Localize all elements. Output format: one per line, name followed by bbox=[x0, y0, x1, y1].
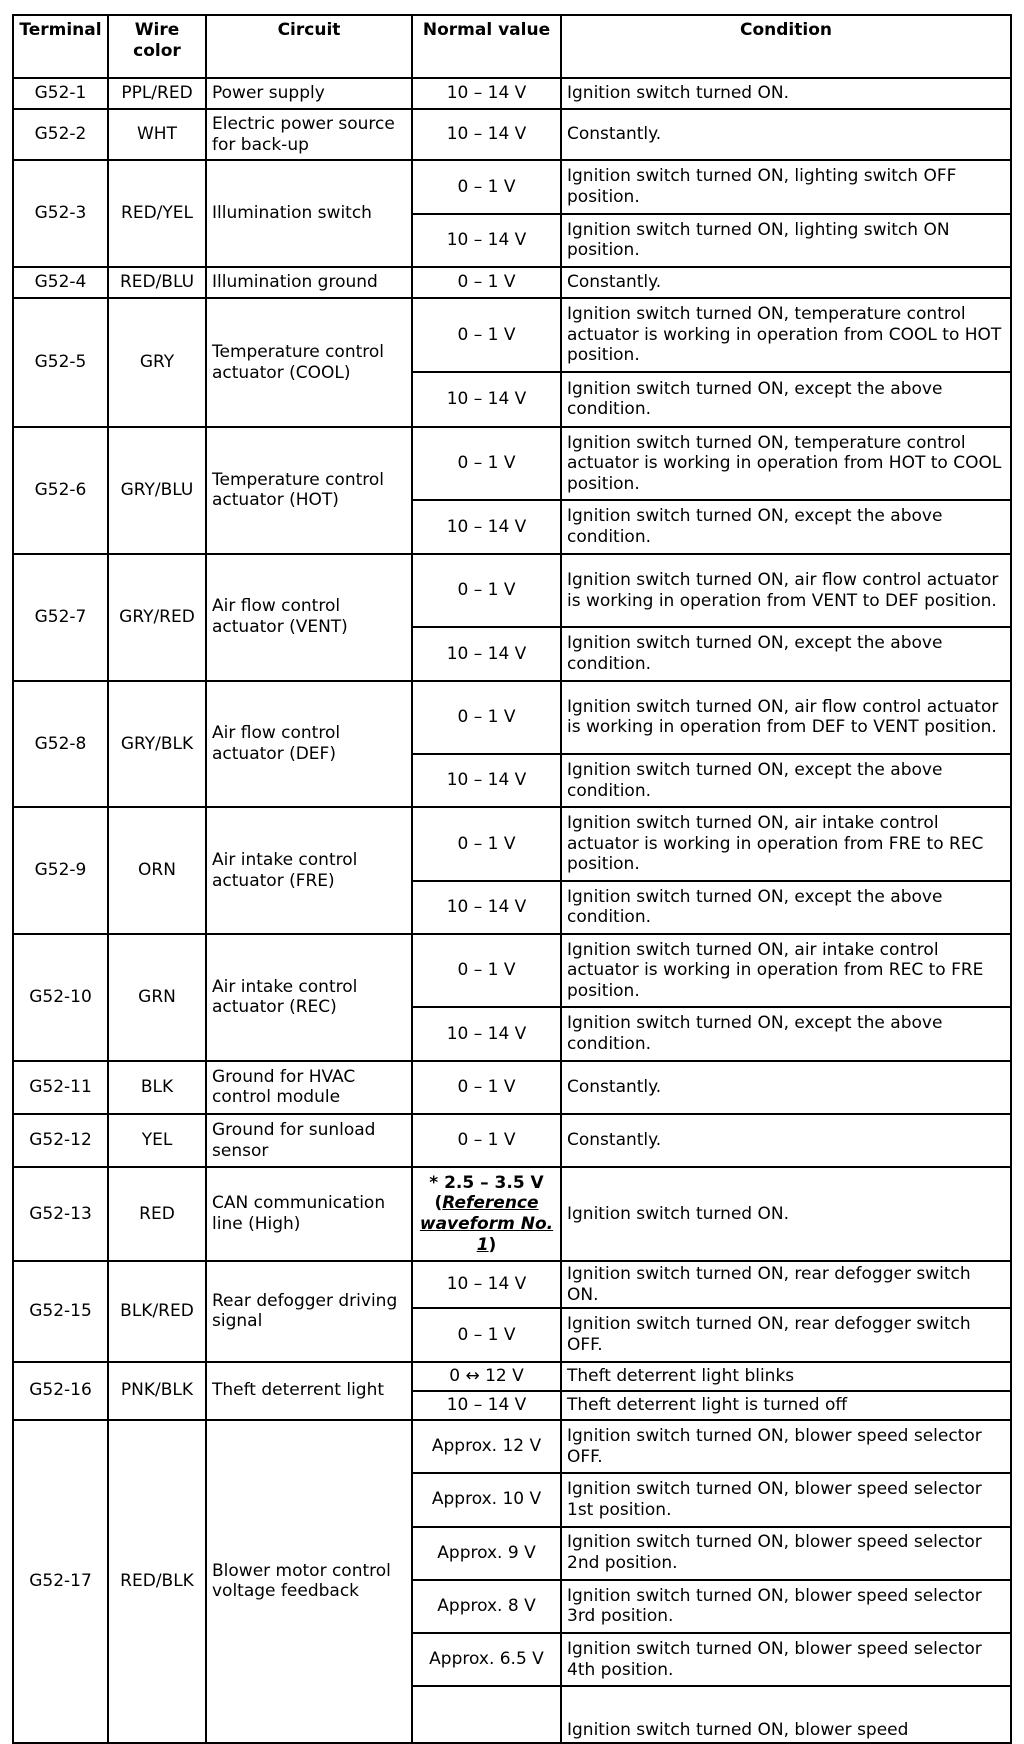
wire-color-cell: PNK/BLK bbox=[108, 1362, 206, 1420]
normal-value-cell: 0 – 1 V bbox=[412, 267, 561, 298]
terminal-cell: G52-8 bbox=[13, 681, 108, 808]
condition-cell: Ignition switch turned ON, air intake control actuator is working in operation from REC to FRE position. bbox=[561, 934, 1011, 1007]
circuit-cell: Ground for sunload sensor bbox=[206, 1114, 412, 1167]
circuit-cell: Electric power source for back-up bbox=[206, 109, 412, 160]
wire-color-cell: RED/BLK bbox=[108, 1420, 206, 1743]
terminal-cell: G52-16 bbox=[13, 1362, 108, 1420]
normal-value-cell: Approx. 9 V bbox=[412, 1527, 561, 1580]
header-circuit: Circuit bbox=[206, 15, 412, 78]
condition-cell: Ignition switch turned ON, except the above condition. bbox=[561, 372, 1011, 427]
reference-waveform-link[interactable]: Reference waveform No. 1 bbox=[419, 1193, 554, 1255]
terminal-cell: G52-2 bbox=[13, 109, 108, 160]
condition-cell: Ignition switch turned ON, blower speed bbox=[561, 1686, 1011, 1743]
terminal-cell: G52-5 bbox=[13, 298, 108, 427]
normal-value-cell: 0 – 1 V bbox=[412, 160, 561, 213]
circuit-cell: Air flow control actuator (VENT) bbox=[206, 554, 412, 681]
normal-value-cell: 0 – 1 V bbox=[412, 1114, 561, 1167]
table-row bbox=[13, 78, 1011, 109]
normal-value-cell bbox=[412, 1686, 561, 1743]
condition-cell: Constantly. bbox=[561, 267, 1011, 298]
condition-cell: Ignition switch turned ON, except the above condition. bbox=[561, 627, 1011, 680]
wire-color-cell: RED/BLU bbox=[108, 267, 206, 298]
terminal-cell: G52-3 bbox=[13, 160, 108, 267]
normal-value-text: * 2.5 – 3.5 V bbox=[429, 1172, 544, 1193]
normal-value-cell: 0 – 1 V bbox=[412, 298, 561, 371]
normal-value-cell bbox=[412, 1167, 561, 1261]
table-row bbox=[13, 298, 1011, 371]
table-row bbox=[13, 267, 1011, 298]
wire-color-cell: PPL/RED bbox=[108, 78, 206, 109]
condition-cell: Ignition switch turned ON, except the above condition. bbox=[561, 754, 1011, 807]
header-normal-value: Normal value bbox=[412, 15, 561, 78]
wire-color-cell: ORN bbox=[108, 807, 206, 934]
terminal-cell: G52-13 bbox=[13, 1167, 108, 1261]
condition-cell: Ignition switch turned ON. bbox=[561, 78, 1011, 109]
table-row bbox=[13, 1114, 1011, 1167]
wire-color-cell: BLK bbox=[108, 1061, 206, 1114]
normal-value-cell: 10 – 14 V bbox=[412, 627, 561, 680]
condition-cell: Theft deterrent light blinks bbox=[561, 1362, 1011, 1391]
wire-color-cell: RED bbox=[108, 1167, 206, 1261]
normal-value-cell: 10 – 14 V bbox=[412, 1391, 561, 1420]
wire-color-cell: GRY bbox=[108, 298, 206, 427]
terminal-cell: G52-17 bbox=[13, 1420, 108, 1743]
table-row bbox=[13, 1061, 1011, 1114]
condition-cell: Constantly. bbox=[561, 1061, 1011, 1114]
condition-cell: Ignition switch turned ON, lighting switch OFF position. bbox=[561, 160, 1011, 213]
table-row bbox=[13, 681, 1011, 754]
condition-cell: Ignition switch turned ON, blower speed selector 1st position. bbox=[561, 1473, 1011, 1526]
normal-value-cell: 0 – 1 V bbox=[412, 681, 561, 754]
circuit-cell: Power supply bbox=[206, 78, 412, 109]
condition-cell: Ignition switch turned ON, temperature control actuator is working in operation from HOT to COOL position. bbox=[561, 427, 1011, 500]
wire-color-cell: RED/YEL bbox=[108, 160, 206, 267]
reference-close-paren: ) bbox=[488, 1234, 497, 1255]
header-wire-color: Wire color bbox=[108, 15, 206, 78]
normal-value-cell: 0 – 1 V bbox=[412, 807, 561, 880]
condition-cell: Ignition switch turned ON, temperature control actuator is working in operation from COOL to HOT position. bbox=[561, 298, 1011, 371]
wire-color-cell: BLK/RED bbox=[108, 1261, 206, 1362]
normal-value-cell: 0 – 1 V bbox=[412, 554, 561, 627]
table-row bbox=[13, 554, 1011, 627]
table-row bbox=[13, 1167, 1011, 1261]
reference-wrapper bbox=[418, 1193, 555, 1255]
normal-value-cell: 0 – 1 V bbox=[412, 1308, 561, 1361]
normal-value-cell: 0 – 1 V bbox=[412, 1061, 561, 1114]
terminal-cell: G52-6 bbox=[13, 427, 108, 554]
condition-cell: Ignition switch turned ON, air flow control actuator is working in operation from DEF to VENT position. bbox=[561, 681, 1011, 754]
terminal-cell: G52-1 bbox=[13, 78, 108, 109]
terminal-cell: G52-9 bbox=[13, 807, 108, 934]
wire-color-cell: GRY/BLU bbox=[108, 427, 206, 554]
condition-cell: Ignition switch turned ON. bbox=[561, 1167, 1011, 1261]
condition-cell: Ignition switch turned ON, except the above condition. bbox=[561, 500, 1011, 553]
terminal-cell: G52-12 bbox=[13, 1114, 108, 1167]
normal-value-cell: 10 – 14 V bbox=[412, 109, 561, 160]
condition-cell: Constantly. bbox=[561, 1114, 1011, 1167]
normal-value-cell: Approx. 8 V bbox=[412, 1580, 561, 1633]
normal-value-cell: 10 – 14 V bbox=[412, 78, 561, 109]
table-row bbox=[13, 1362, 1011, 1391]
table-row bbox=[13, 934, 1011, 1007]
header-condition: Condition bbox=[561, 15, 1011, 78]
circuit-cell: Air intake control actuator (REC) bbox=[206, 934, 412, 1061]
terminal-cell: G52-11 bbox=[13, 1061, 108, 1114]
wire-color-cell: GRY/BLK bbox=[108, 681, 206, 808]
circuit-cell: Illumination ground bbox=[206, 267, 412, 298]
condition-cell: Ignition switch turned ON, except the above condition. bbox=[561, 881, 1011, 934]
header-terminal: Terminal bbox=[13, 15, 108, 78]
table-row bbox=[13, 109, 1011, 160]
terminal-cell: G52-7 bbox=[13, 554, 108, 681]
circuit-cell: Air flow control actuator (DEF) bbox=[206, 681, 412, 808]
condition-cell: Ignition switch turned ON, lighting switch ON position. bbox=[561, 214, 1011, 267]
circuit-cell: Illumination switch bbox=[206, 160, 412, 267]
normal-value-cell: Approx. 12 V bbox=[412, 1420, 561, 1473]
circuit-cell: Temperature control actuator (HOT) bbox=[206, 427, 412, 554]
circuit-cell: Ground for HVAC control module bbox=[206, 1061, 412, 1114]
condition-cell: Ignition switch turned ON, air intake control actuator is working in operation from FRE to REC position. bbox=[561, 807, 1011, 880]
terminal-voltage-table bbox=[12, 14, 1012, 1744]
table-row bbox=[13, 427, 1011, 500]
condition-cell: Ignition switch turned ON, blower speed selector OFF. bbox=[561, 1420, 1011, 1473]
table-row bbox=[13, 807, 1011, 880]
normal-value-cell: 10 – 14 V bbox=[412, 754, 561, 807]
normal-value-cell: 10 – 14 V bbox=[412, 1007, 561, 1060]
terminal-cell: G52-10 bbox=[13, 934, 108, 1061]
normal-value-cell: 0 – 1 V bbox=[412, 427, 561, 500]
normal-value-cell: 10 – 14 V bbox=[412, 214, 561, 267]
normal-value-cell: 10 – 14 V bbox=[412, 1261, 561, 1308]
condition-cell: Constantly. bbox=[561, 109, 1011, 160]
condition-cell: Ignition switch turned ON, blower speed selector 3rd position. bbox=[561, 1580, 1011, 1633]
normal-value-cell: 10 – 14 V bbox=[412, 881, 561, 934]
reference-open-paren: ( bbox=[434, 1193, 443, 1214]
table-row bbox=[13, 160, 1011, 213]
normal-value-cell: 0 ↔ 12 V bbox=[412, 1362, 561, 1391]
wire-color-cell: GRN bbox=[108, 934, 206, 1061]
normal-value-cell: Approx. 6.5 V bbox=[412, 1633, 561, 1686]
normal-value-cell: 10 – 14 V bbox=[412, 372, 561, 427]
wire-color-cell: YEL bbox=[108, 1114, 206, 1167]
circuit-cell: CAN communication line (High) bbox=[206, 1167, 412, 1261]
wire-color-cell: WHT bbox=[108, 109, 206, 160]
circuit-cell: Theft deterrent light bbox=[206, 1362, 412, 1420]
condition-cell: Theft deterrent light is turned off bbox=[561, 1391, 1011, 1420]
condition-cell: Ignition switch turned ON, air flow control actuator is working in operation from VENT to DEF position. bbox=[561, 554, 1011, 627]
condition-cell: Ignition switch turned ON, rear defogger switch ON. bbox=[561, 1261, 1011, 1308]
condition-cell: Ignition switch turned ON, rear defogger switch OFF. bbox=[561, 1308, 1011, 1361]
circuit-cell: Rear defogger driving signal bbox=[206, 1261, 412, 1362]
normal-value-cell: Approx. 10 V bbox=[412, 1473, 561, 1526]
circuit-cell: Air intake control actuator (FRE) bbox=[206, 807, 412, 934]
circuit-cell: Blower motor control voltage feedback bbox=[206, 1420, 412, 1743]
circuit-cell: Temperature control actuator (COOL) bbox=[206, 298, 412, 427]
normal-value-cell: 10 – 14 V bbox=[412, 500, 561, 553]
terminal-cell: G52-4 bbox=[13, 267, 108, 298]
header-row bbox=[13, 15, 1011, 78]
condition-cell: Ignition switch turned ON, blower speed selector 4th position. bbox=[561, 1633, 1011, 1686]
table-row bbox=[13, 1261, 1011, 1308]
terminal-cell: G52-15 bbox=[13, 1261, 108, 1362]
wire-color-cell: GRY/RED bbox=[108, 554, 206, 681]
condition-cell: Ignition switch turned ON, blower speed selector 2nd position. bbox=[561, 1527, 1011, 1580]
condition-cell: Ignition switch turned ON, except the above condition. bbox=[561, 1007, 1011, 1060]
table-row bbox=[13, 1420, 1011, 1473]
normal-value-cell: 0 – 1 V bbox=[412, 934, 561, 1007]
